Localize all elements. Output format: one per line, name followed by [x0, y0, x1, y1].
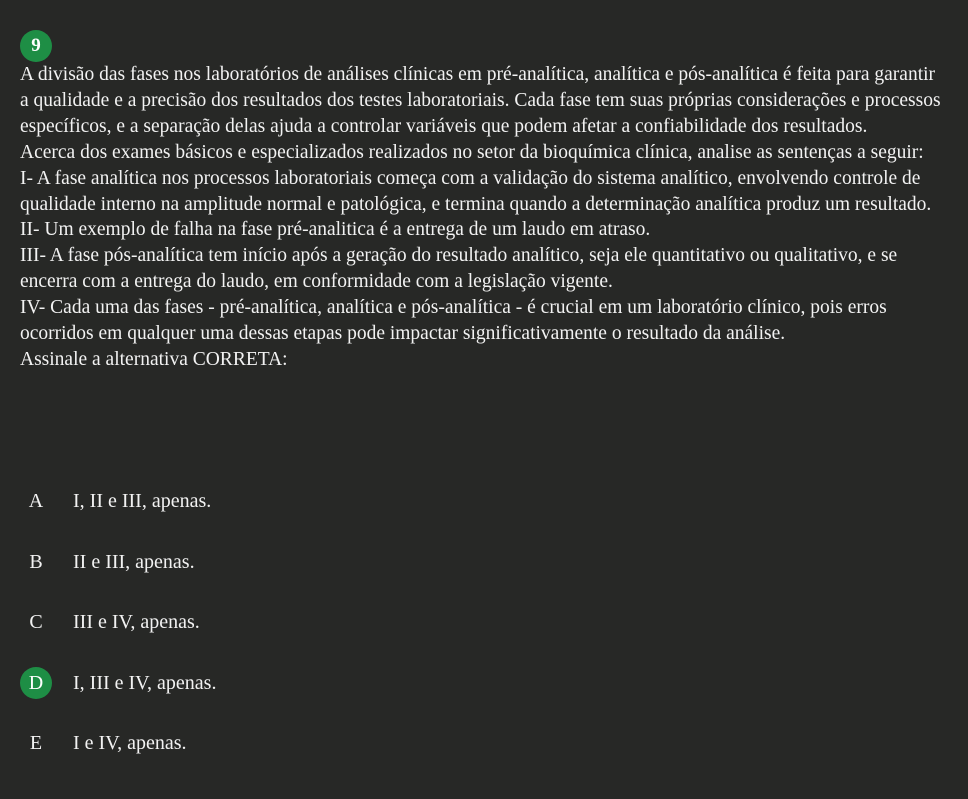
option-letter[interactable]: C: [29, 611, 43, 633]
statement-item-iii: III- A fase pós-analítica tem início após a geração do resultado analítico, seja ele quantitativo ou qualitativo, e se encerra com a entrega do laudo, em conformidade com a legislação vigente.: [20, 245, 898, 293]
answer-options: [20, 485, 920, 788]
question-statement: [20, 62, 945, 373]
option-letter[interactable]: B: [29, 550, 43, 573]
option-text[interactable]: II e III, apenas.: [73, 550, 195, 573]
option-d[interactable]: [20, 667, 920, 707]
statement-paragraph-context: Acerca dos exames básicos e especializados realizados no setor da bioquímica clínica, analise as sentenças a seguir:: [20, 141, 924, 163]
option-text[interactable]: III e IV, apenas.: [73, 611, 200, 633]
option-letter[interactable]: A: [28, 490, 44, 512]
option-text[interactable]: I, III e IV, apenas.: [73, 671, 217, 694]
option-letter[interactable]: D: [20, 667, 52, 699]
option-letter[interactable]: E: [29, 732, 43, 754]
statement-item-iv: IV- Cada uma das fases - pré-analítica, analítica e pós-analítica - é crucial em um laboratório clínico, pois erros ocorridos em qualquer uma dessas etapas pode impactar significativamente o resultado da análise.: [20, 297, 887, 345]
statement-item-ii: II- Um exemplo de falha na fase pré-analitica é a entrega de um laudo em atraso.: [20, 219, 651, 241]
statement-item-i: I- A fase analítica nos processos laboratoriais começa com a validação do sistema analítico, envolvendo controle de qualidade interno na amplitude normal e patológica, e termina quando a determinação analítica produz um resultado.: [20, 167, 932, 215]
option-e[interactable]: [20, 727, 920, 767]
statement-instruction: Assinale a alternativa CORRETA:: [20, 348, 288, 370]
option-text[interactable]: I, II e III, apenas.: [73, 490, 212, 512]
option-a[interactable]: [20, 485, 920, 525]
option-c[interactable]: [20, 606, 920, 646]
option-b[interactable]: [20, 546, 920, 586]
option-text[interactable]: I e IV, apenas.: [73, 732, 187, 754]
statement-paragraph-intro: A divisão das fases nos laboratórios de análises clínicas em pré-analítica, analítica e pós-analítica é feita para garantir a qualidade e a precisão dos resultados dos testes laboratoriais. Cada fase tem suas próprias considerações e processos específicos, e a separação delas ajuda a controlar variáveis que podem afetar a confiabilidade dos resultados.: [20, 64, 941, 137]
question-number-badge: 9: [20, 30, 52, 62]
